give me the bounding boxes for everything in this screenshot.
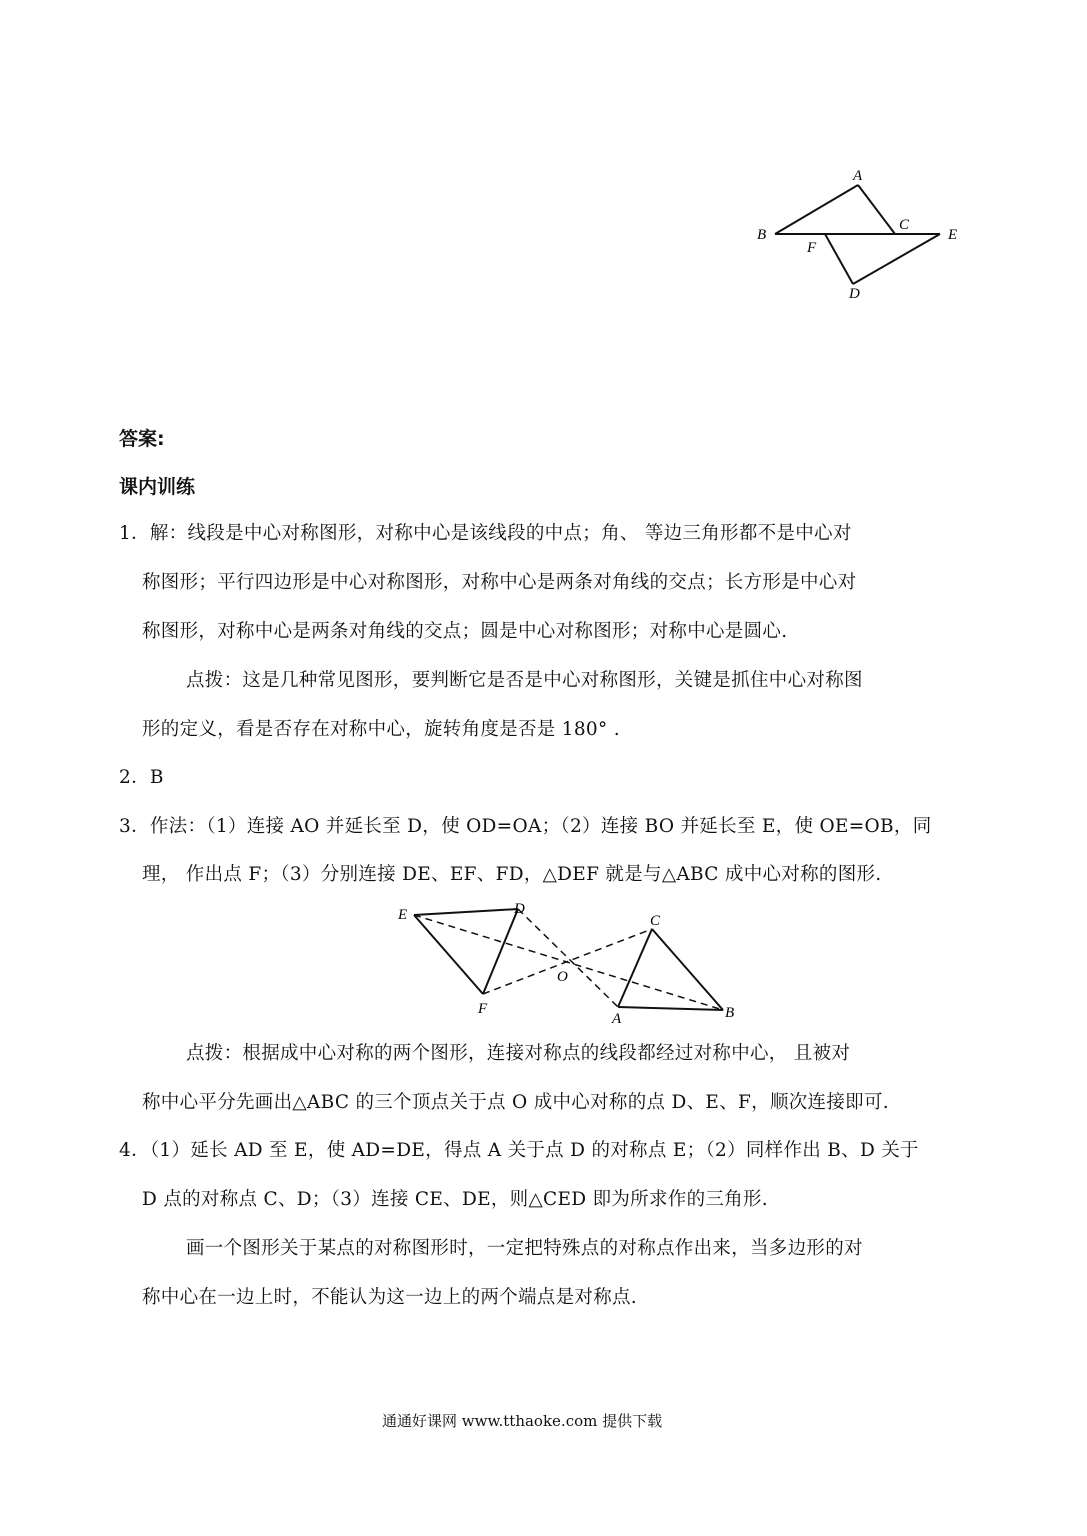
segment-ba: [775, 185, 858, 234]
label-d: D: [849, 286, 860, 302]
q1-hint-line-1: 点拨：这是几种常见图形，要判断它是否是中心对称图形，关键是抓住中心对称图: [186, 670, 863, 691]
q2-answer: 2．B: [119, 767, 164, 788]
label-e: E: [398, 907, 408, 923]
segment-bc: [652, 929, 723, 1010]
label-a: A: [853, 168, 863, 184]
label-c: C: [899, 217, 910, 233]
q4-line-2: D 点的对称点 C、D；（3）连接 CE、DE，则△CED 即为所求作的三角形.: [142, 1189, 768, 1210]
figure-triangles-bce-fde: [750, 160, 980, 310]
segment-fe: [414, 915, 483, 994]
segment-ac: [858, 185, 895, 234]
label-e: E: [948, 227, 958, 243]
label-c: C: [650, 913, 661, 929]
page-footer: 通通好课网 www.tthaoke.com 提供下载: [382, 1412, 663, 1430]
label-b: B: [757, 227, 767, 243]
segment-de: [853, 234, 940, 284]
segment-fd: [825, 234, 853, 284]
label-b: B: [725, 1005, 735, 1021]
q3-hint-line-2: 称中心平分先画出△ABC 的三个顶点关于点 O 成中心对称的点 D、E、F，顺次连接即可.: [142, 1092, 889, 1113]
q4-hint-line-2: 称中心在一边上时，不能认为这一边上的两个端点是对称点.: [142, 1287, 637, 1308]
section-heading: 课内训练: [119, 476, 196, 498]
label-f: F: [478, 1001, 488, 1017]
label-a: A: [612, 1011, 622, 1027]
label-o: O: [557, 969, 568, 985]
q1-line-2: 称图形；平行四边形是中心对称图形，对称中心是两条对角线的交点；长方形是中心对: [142, 572, 857, 593]
dashed-line-e-b: [414, 915, 723, 1010]
q4-hint-line-1: 画一个图形关于某点的对称图形时，一定把特殊点的对称点作出来，当多边形的对: [186, 1238, 863, 1259]
q1-line-3: 称图形，对称中心是两条对角线的交点；圆是中心对称图形；对称中心是圆心.: [142, 621, 788, 642]
q3-line-1: 3．作法：（1）连接 AO 并延长至 D，使 OD=OA；（2）连接 BO 并延长至 E，使 OE=OB，同: [119, 816, 932, 837]
q1-hint-line-2: 形的定义，看是否存在对称中心，旋转角度是否是 180° .: [142, 719, 620, 740]
answers-heading: 答案:: [119, 428, 165, 450]
segment-ab: [618, 1007, 723, 1010]
q4-line-1: 4．（1）延长 AD 至 E，使 AD=DE，得点 A 关于点 D 的对称点 E；（2）同样作出 B、D 关于: [119, 1140, 919, 1161]
dashed-line-d-a: [518, 909, 618, 1007]
label-d: D: [514, 901, 525, 917]
q3-line-2: 理， 作出点 F；（3）分别连接 DE、EF、FD，△DEF 就是与△ABC 成中心对称的图形.: [142, 864, 882, 885]
segment-ed: [414, 909, 518, 915]
q3-hint-line-1: 点拨：根据成中心对称的两个图形，连接对称点的线段都经过对称中心， 且被对: [186, 1043, 851, 1064]
figure-central-symmetry: [390, 895, 750, 1030]
segment-df: [483, 909, 518, 994]
label-f: F: [807, 240, 817, 256]
q1-line-1: 1．解：线段是中心对称图形，对称中心是该线段的中点；角、 等边三角形都不是中心对: [119, 523, 852, 544]
